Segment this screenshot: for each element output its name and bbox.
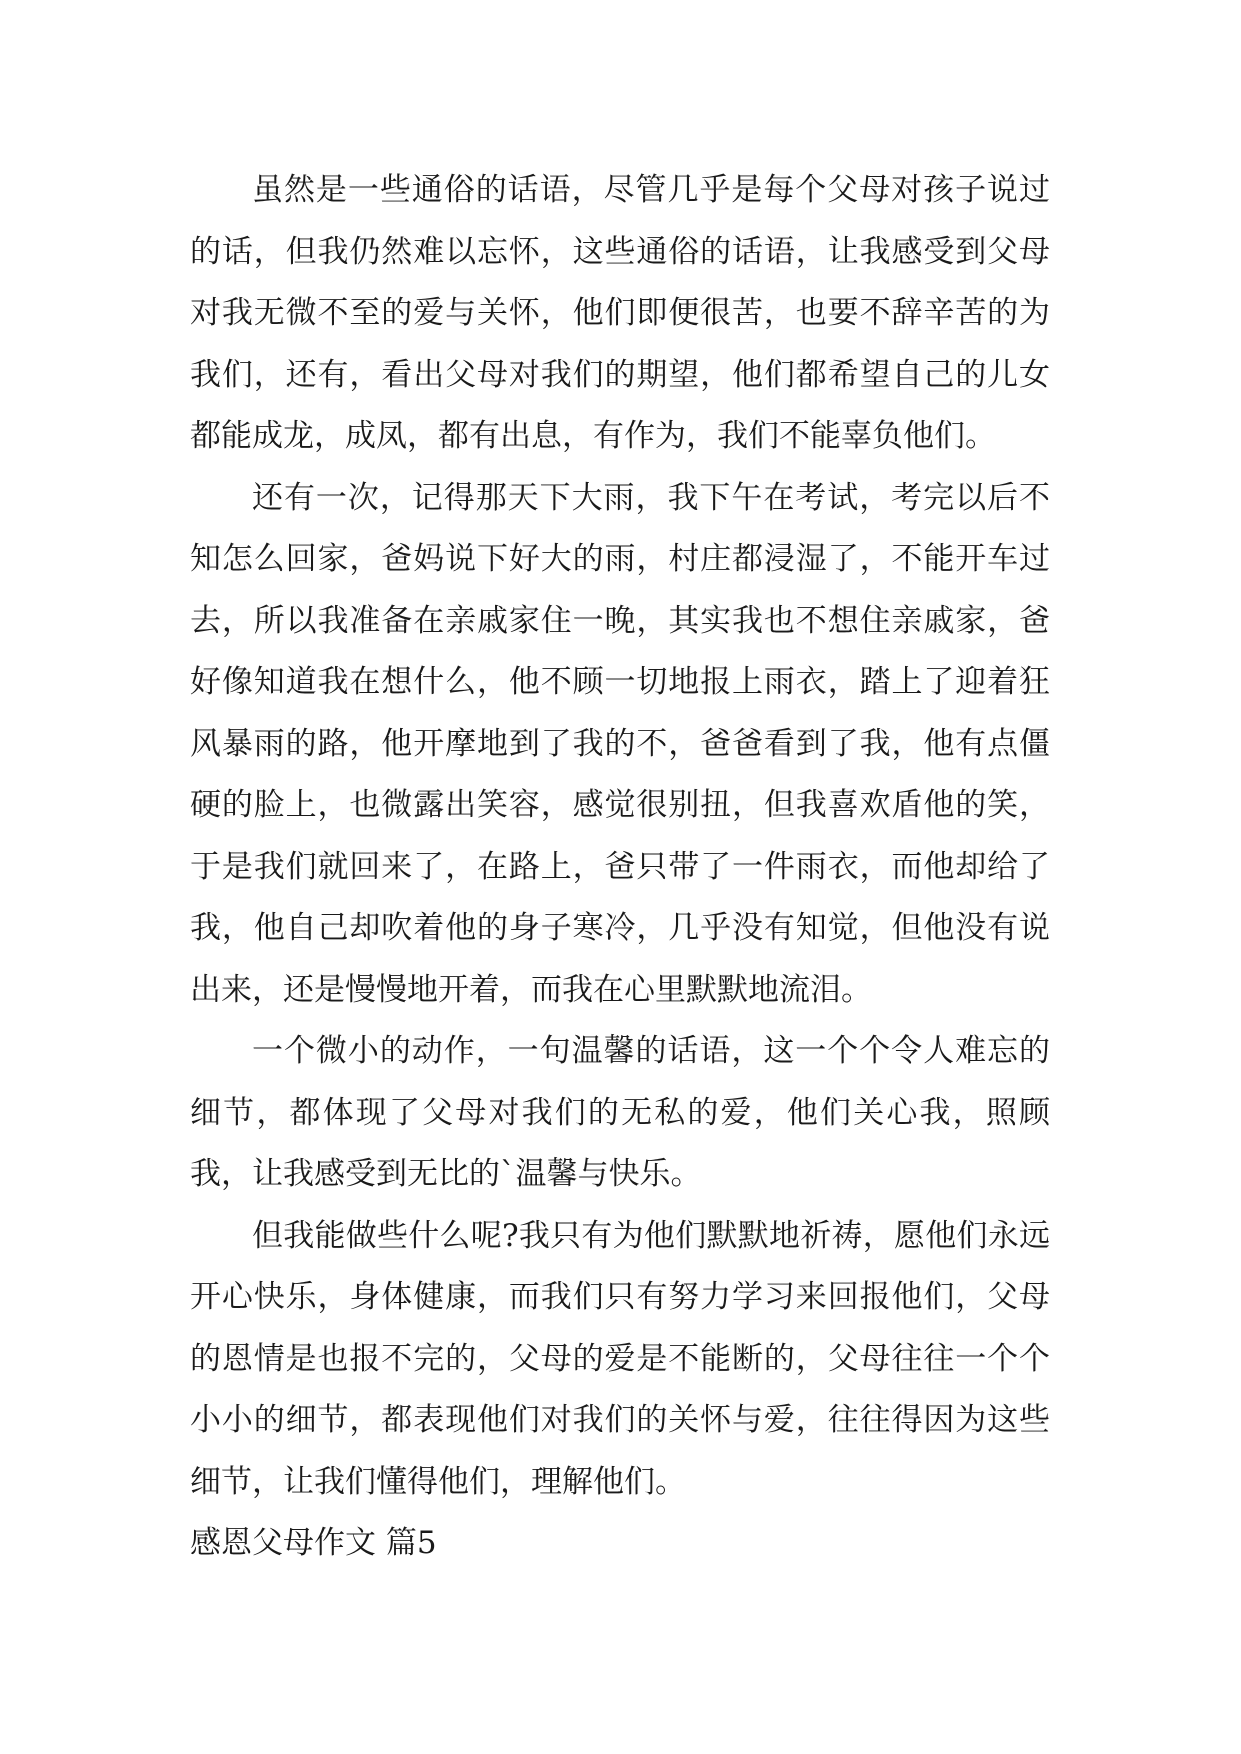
paragraph-3: 一个微小的动作，一句温馨的话语，这一个个令人难忘的细节，都体现了父母对我们的无私的爱，他们关心我，照顾我，让我感受到无比的`温馨与快乐。	[190, 1033, 1050, 1192]
section-title: 感恩父母作文 篇5	[190, 1525, 437, 1561]
paragraph-2: 还有一次，记得那天下大雨，我下午在考试，考完以后不知怎么回家，爸妈说下好大的雨，村庄都浸湿了，不能开车过去，所以我准备在亲戚家住一晚，其实我也不想住亲戚家，爸好像知道我在想什么，他不顾一切地报上雨衣，踏上了迎着狂风暴雨的路，他开摩地到了我的不，爸爸看到了我，他有点僵硬的脸上，也微露出笑容，感觉很别扭，但我喜欢盾他的笑，于是我们就回来了，在路上，爸只带了一件雨衣，而他却给了我，他自己却吹着他的身子寒冷，几乎没有知觉，但他没有说出来，还是慢慢地开着，而我在心里默默地流泪。	[190, 479, 1050, 1008]
document-body	[190, 160, 1050, 1575]
paragraph-4: 但我能做些什么呢?我只有为他们默默地祈祷，愿他们永远开心快乐，身体健康，而我们只有努力学习来回报他们，父母的恩情是也报不完的，父母的爱是不能断的，父母往往一个个小小的细节，都表现他们对我们的关怀与爱，往往得因为这些细节，让我们懂得他们，理解他们。	[190, 1217, 1050, 1500]
paragraph-1: 虽然是一些通俗的话语，尽管几乎是每个父母对孩子说过的话，但我仍然难以忘怀，这些通俗的话语，让我感受到父母对我无微不至的爱与关怀，他们即便很苦，也要不辞辛苦的为我们，还有，看出父母对我们的期望，他们都希望自己的儿女都能成龙，成凤，都有出息，有作为，我们不能辜负他们。	[190, 172, 1050, 454]
